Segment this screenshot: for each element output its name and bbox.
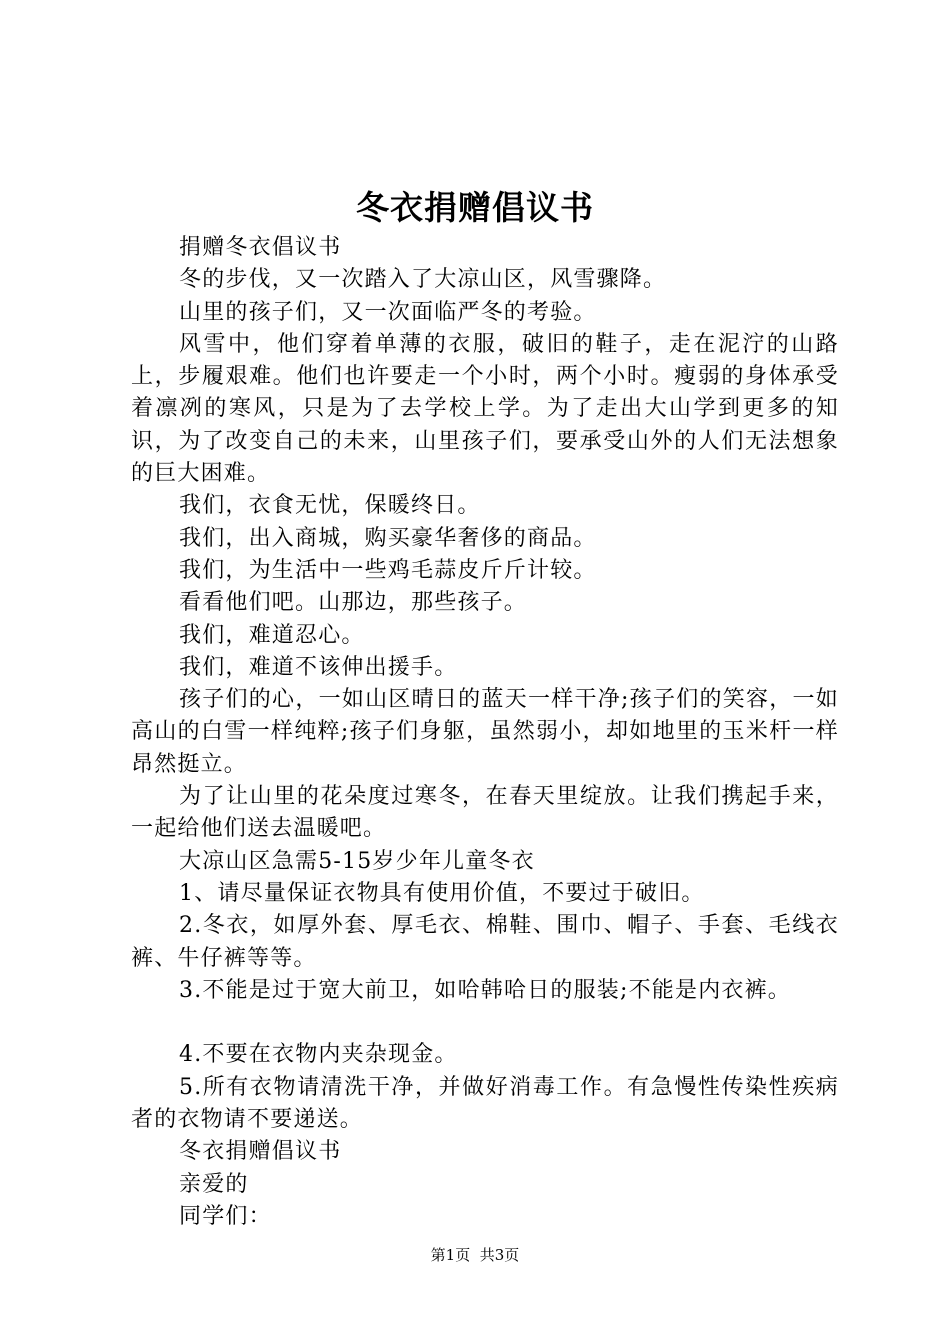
paragraph: 冬衣捐赠倡议书	[179, 1139, 342, 1165]
paragraph: 5.所有衣物请清洗干净，并做好消毒工作。有急慢性传染性疾病者的衣物请不要递送。	[131, 1074, 839, 1133]
paragraph: 我们，为生活中一些鸡毛蒜皮斤斤计较。	[179, 557, 597, 583]
paragraph: 我们，出入商城，购买豪华奢侈的商品。	[179, 525, 597, 551]
blank-line	[131, 1007, 839, 1039]
paragraph: 3.不能是过于宽大前卫，如哈韩哈日的服装;不能是内衣裤。	[179, 977, 792, 1003]
document-body	[131, 232, 839, 1233]
paragraph: 2.冬衣，如厚外套、厚毛衣、棉鞋、围巾、帽子、手套、毛线衣裤、牛仔裤等等。	[131, 913, 839, 971]
paragraph: 我们，难道不该伸出援手。	[179, 654, 458, 680]
paragraph: 4.不要在衣物内夹杂现金。	[179, 1042, 458, 1068]
paragraph: 风雪中，他们穿着单薄的衣服，破旧的鞋子，走在泥泞的山路上，步履艰难。他们也许要走一个小时，两个小时。瘦弱的身体承受着凛冽的寒风，只是为了去学校上学。为了走出大山学到更多的知识，为了改变自己的未来，山里孩子们，要承受山外的人们无法想象的巨大困难。	[131, 331, 839, 487]
paragraph: 山里的孩子们，又一次面临严冬的考验。	[179, 299, 597, 325]
paragraph: 大凉山区急需5-15岁少年儿童冬衣	[179, 848, 535, 874]
document-title: 冬衣捐赠倡议书	[356, 188, 594, 227]
page-total: 共3页	[479, 1246, 520, 1264]
paragraph: 我们，衣食无忧，保暖终日。	[179, 493, 481, 519]
paragraph: 1、请尽量保证衣物具有使用价值，不要过于破旧。	[179, 880, 705, 906]
paragraph: 我们，难道忍心。	[179, 622, 365, 648]
paragraph: 孩子们的心，一如山区晴日的蓝天一样干净;孩子们的笑容，一如高山的白雪一样纯粹;孩子们身躯，虽然弱小，却如地里的玉米杆一样昂然挺立。	[131, 687, 839, 777]
page-footer	[0, 1244, 950, 1266]
page-number: 第1页	[430, 1246, 471, 1264]
paragraph: 看看他们吧。山那边，那些孩子。	[179, 590, 528, 616]
paragraph: 捐赠冬衣倡议书	[179, 235, 342, 260]
paragraph: 同学们：	[179, 1203, 272, 1229]
paragraph: 亲爱的	[179, 1171, 249, 1197]
paragraph: 为了让山里的花朵度过寒冬，在春天里绽放。让我们携起手来，一起给他们送去温暖吧。	[131, 784, 839, 842]
paragraph: 冬的步伐，又一次踏入了大凉山区，风雪骤降。	[179, 267, 667, 293]
